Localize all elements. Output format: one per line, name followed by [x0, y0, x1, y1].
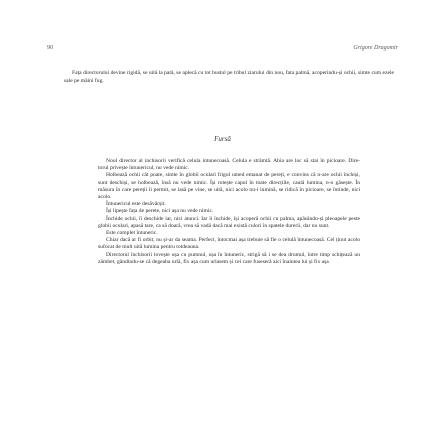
paragraph: Este complet întuneric.: [106, 230, 158, 237]
running-title: Grigore Dragomir: [353, 45, 398, 51]
page-number: 90: [47, 45, 53, 51]
body-text: [98, 158, 360, 266]
paragraph: Noul director al inchisorii verifică celula intunecoasă. Celula e strâmtă. Abia are loc să stai în picioare. Dire- torul privește întunericul, nu vede nimic.: [98, 158, 360, 172]
top-paragraph: Fața directorului devine rigidă, se uită la pată, se aplecă cu tot bustul pe tribul ziarului din nou, fata palmă, acoperindu-și ochii, simte cum ezele sale pe mâini fug.: [64, 70, 394, 84]
section-title: Fursă: [214, 135, 231, 143]
paragraph: Își lipește fața de perete, nici așa nu vede nimic.: [106, 208, 214, 215]
paragraph: Directorul închisorii lovește ușa cu pumnul, ușa în întuneric, strigă să i se dea drumul, între timp schițează un zâmbet, gândindu-se că degeaba urlă, fix așa cum urlasem și cei care fuseseră aici înaintea lui și fix așa: [98, 251, 360, 265]
paragraph: Holbează ochii cât poate, simte în globii oculari frigul umed emanat de pereți, e convins că n-are ochii închiși, sunt deschiși, se holbează, însă nu vede nimic. Își rotește capul în toate direcțiile, caută lumina, n-o găsește. În măsura în care pereții îi permit, se lasă pe vine, se uită, nici acolo nu-i lumină, se ridică în picioare, se întinde, nici acolo.: [98, 172, 360, 201]
paragraph: Chiar dacă ar fi orbit, nu și-ar da seama. Perfect, întocmai așa trebuie să fie o celulă întunecoasă. Cel ținut acolo sufocat de mult uită lumina pentru totdeauna.: [98, 237, 360, 251]
paragraph: Întunericul este desăvârșit.: [106, 201, 166, 208]
paragraph: Închide ochii, îi deschide iar, nici atunci. Iar îi închide, își acoperă ochii cu palma, apăsându-și pleoapele peste globii oculari, apasă tare, ca să doară, vrea să vadă dacă mai există culori în spatele durerii, dar nu sunt.: [98, 215, 360, 229]
